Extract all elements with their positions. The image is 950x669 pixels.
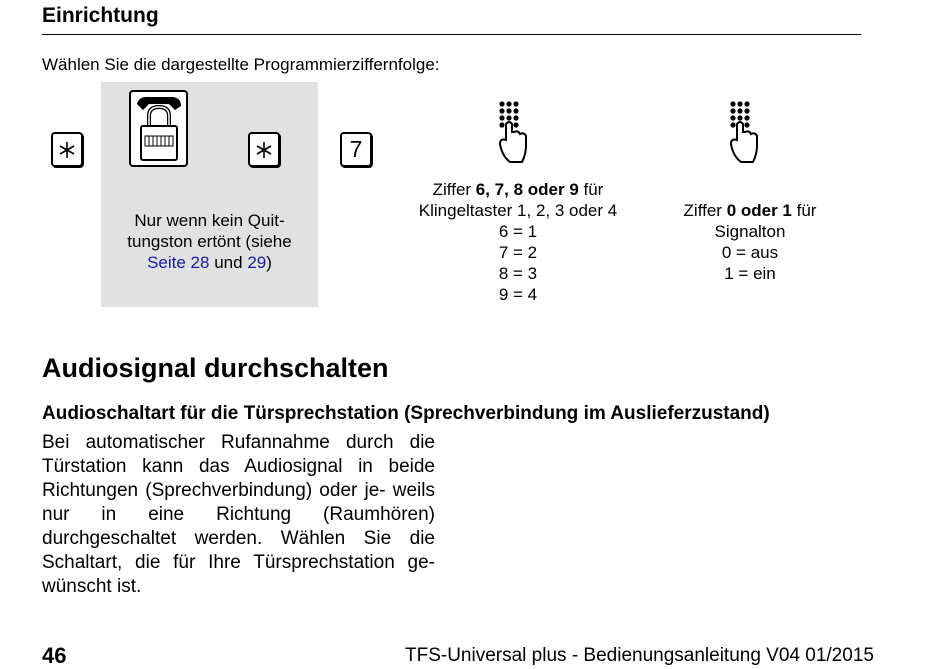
note-and: und [214, 253, 243, 272]
audio-body-paragraph: Bei automatischer Rufannahme durch die Türstation kann das Audiosignal in beide Richtungen (Sprechverbindung) oder je- weils nur in eine Richtung (Raumhören) durchgeschaltet werden. Wählen Sie die Schaltart, die für Ihre Türsprechstation ge- wünscht ist. [42, 432, 435, 597]
audio-subheading: Audioschaltart für die Türsprechstation (Sprechverbindung im Auslieferzustand) [42, 403, 770, 424]
mapping-line: 9 = 4 [498, 285, 538, 304]
keypad-finger-icon [727, 100, 761, 171]
digit-choices: 0 oder 1 [726, 201, 792, 220]
digit-line: Signalton [714, 222, 786, 241]
note-close: ) [266, 253, 272, 272]
bell-button-digit-description [388, 179, 648, 305]
mapping-line: 1 = ein [724, 264, 776, 283]
instruction-text: Wählen Sie die dargestellte Programmierziffernfolge: [42, 55, 440, 74]
note-line: tungston ertönt (siehe [127, 232, 292, 251]
conditional-note [101, 210, 318, 273]
page-link-29[interactable]: 29 [247, 253, 267, 272]
mapping-line: 7 = 2 [498, 243, 538, 262]
digit-line [388, 179, 648, 200]
section-title: Einrichtung [42, 4, 159, 27]
note-line: Nur wenn kein Quit- [134, 211, 285, 230]
mapping-line: 0 = aus [721, 243, 779, 262]
note-line [101, 252, 318, 273]
seven-key: 7 [340, 132, 372, 167]
title-divider [42, 34, 861, 35]
star-key-icon [248, 132, 280, 167]
digit-line [650, 200, 850, 221]
digit-prefix: Ziffer [683, 201, 727, 220]
padlock-handset-icon [129, 90, 189, 173]
signal-tone-digit-description [650, 200, 850, 284]
digit-line: Klingeltaster 1, 2, 3 oder 4 [418, 201, 618, 220]
digit-suffix: für [791, 201, 817, 220]
digit-suffix: für [578, 180, 604, 199]
audio-section-heading: Audiosignal durchschalten [42, 353, 389, 383]
star-key-icon [51, 132, 83, 167]
digit-prefix: Ziffer [432, 180, 476, 199]
mapping-line: 6 = 1 [498, 222, 538, 241]
keypad-finger-icon [496, 100, 530, 171]
mapping-line: 8 = 3 [498, 264, 538, 283]
digit-choices: 6, 7, 8 oder 9 [475, 180, 579, 199]
page-link-28[interactable]: Seite 28 [147, 253, 210, 272]
page-number: 46 [42, 643, 67, 668]
footer-text: TFS-Universal plus - Bedienungsanleitung V04 01/2015 [405, 645, 874, 666]
